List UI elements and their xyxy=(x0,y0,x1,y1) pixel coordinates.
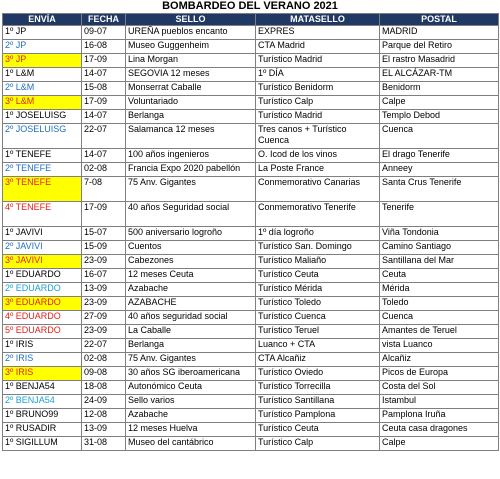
table-row xyxy=(3,367,499,381)
cell-fecha: 15-09 xyxy=(82,241,126,255)
table-row xyxy=(3,353,499,367)
cell-postal: Cuenca xyxy=(380,124,499,149)
cell-sello: Cuentos xyxy=(126,241,256,255)
cell-envia: 4º TENEFE xyxy=(3,202,82,227)
cell-fecha: 16-07 xyxy=(82,269,126,283)
table-row xyxy=(3,269,499,283)
cell-matasello: Turístico Pamplona xyxy=(256,409,380,423)
table-row xyxy=(3,381,499,395)
cell-postal: Amantes de Teruel xyxy=(380,325,499,339)
cell-fecha: 7-08 xyxy=(82,177,126,202)
cell-postal: MADRID xyxy=(380,26,499,40)
cell-sello: Cabezones xyxy=(126,255,256,269)
cell-postal: vista Luanco xyxy=(380,339,499,353)
cell-matasello: 1º DÍA xyxy=(256,68,380,82)
cell-matasello: Turístico Santillana xyxy=(256,395,380,409)
cell-matasello: 1º día logroño xyxy=(256,227,380,241)
table-row xyxy=(3,297,499,311)
cell-postal: Calpe xyxy=(380,96,499,110)
cell-postal: Tenerife xyxy=(380,202,499,227)
cell-matasello: Conmemorativo Tenerife xyxy=(256,202,380,227)
table-row xyxy=(3,149,499,163)
cell-sello: Monserrat Caballe xyxy=(126,82,256,96)
cell-sello: 30 años SG iberoamericana xyxy=(126,367,256,381)
data-table xyxy=(2,13,499,451)
cell-sello: Autonómico Ceuta xyxy=(126,381,256,395)
cell-fecha: 02-08 xyxy=(82,353,126,367)
table-row xyxy=(3,227,499,241)
cell-sello: Museo del cantábrico xyxy=(126,437,256,451)
table-row xyxy=(3,163,499,177)
cell-matasello: Turístico San. Domingo xyxy=(256,241,380,255)
cell-fecha: 27-09 xyxy=(82,311,126,325)
cell-sello: Salamanca 12 meses xyxy=(126,124,256,149)
cell-envia: 1º BRUNO99 xyxy=(3,409,82,423)
cell-matasello: La Poste France xyxy=(256,163,380,177)
cell-matasello: Luanco + CTA xyxy=(256,339,380,353)
table-row xyxy=(3,255,499,269)
cell-postal: Toledo xyxy=(380,297,499,311)
table-row xyxy=(3,339,499,353)
cell-envia: 1º SIGILLUM xyxy=(3,437,82,451)
cell-fecha: 22-07 xyxy=(82,124,126,149)
cell-postal: Costa del Sol xyxy=(380,381,499,395)
cell-envia: 2º BENJA54 xyxy=(3,395,82,409)
cell-sello: La Caballe xyxy=(126,325,256,339)
cell-fecha: 15-08 xyxy=(82,82,126,96)
cell-postal: Mérida xyxy=(380,283,499,297)
cell-sello: AZABACHE xyxy=(126,297,256,311)
table-row xyxy=(3,68,499,82)
cell-envia: 2º EDUARDO xyxy=(3,283,82,297)
cell-fecha: 15-07 xyxy=(82,227,126,241)
cell-fecha: 23-09 xyxy=(82,255,126,269)
cell-sello: 100 años ingenieros xyxy=(126,149,256,163)
cell-matasello: Turístico Torrecilla xyxy=(256,381,380,395)
cell-fecha: 31-08 xyxy=(82,437,126,451)
cell-envia: 1º RUSADIR xyxy=(3,423,82,437)
cell-fecha: 17-09 xyxy=(82,202,126,227)
cell-sello: 500 aniversario logroño xyxy=(126,227,256,241)
cell-envia: 1º TENEFE xyxy=(3,149,82,163)
cell-postal: Ceuta xyxy=(380,269,499,283)
cell-matasello: Turístico Oviedo xyxy=(256,367,380,381)
cell-envia: 2º JOSELUISG xyxy=(3,124,82,149)
table-row xyxy=(3,124,499,149)
table-row xyxy=(3,26,499,40)
cell-postal: Istambul xyxy=(380,395,499,409)
cell-postal: Santillana del Mar xyxy=(380,255,499,269)
cell-postal: Picos de Europa xyxy=(380,367,499,381)
cell-matasello: Turístico Maliaño xyxy=(256,255,380,269)
cell-envia: 2º IRIS xyxy=(3,353,82,367)
col-header-matasello: MATASELLO xyxy=(256,14,380,26)
cell-envia: 1º L&M xyxy=(3,68,82,82)
cell-sello: Azabache xyxy=(126,283,256,297)
cell-sello: Azabache xyxy=(126,409,256,423)
cell-matasello: Turístico Calp xyxy=(256,96,380,110)
table-row xyxy=(3,283,499,297)
cell-envia: 3º JAVIVI xyxy=(3,255,82,269)
cell-sello: Museo Guggenheim xyxy=(126,40,256,54)
table-row xyxy=(3,423,499,437)
cell-sello: Voluntariado xyxy=(126,96,256,110)
cell-sello: 75 Anv. Gigantes xyxy=(126,353,256,367)
cell-fecha: 14-07 xyxy=(82,110,126,124)
cell-matasello: Conmemorativo Canarias xyxy=(256,177,380,202)
cell-sello: Francia Expo 2020 pabellón xyxy=(126,163,256,177)
sheet-title: BOMBARDEO DEL VERANO 2021 xyxy=(162,0,338,12)
cell-postal: Cuenca xyxy=(380,311,499,325)
col-header-sello: SELLO xyxy=(126,14,256,26)
cell-envia: 1º BENJA54 xyxy=(3,381,82,395)
table-row xyxy=(3,54,499,68)
cell-sello: 40 años Seguridad social xyxy=(126,202,256,227)
cell-fecha: 17-09 xyxy=(82,54,126,68)
cell-matasello: Turístico Madrid xyxy=(256,54,380,68)
col-header-postal: POSTAL xyxy=(380,14,499,26)
header-row xyxy=(3,14,499,26)
cell-postal: Anneey xyxy=(380,163,499,177)
cell-matasello: Turístico Toledo xyxy=(256,297,380,311)
cell-postal: El rastro Masadrid xyxy=(380,54,499,68)
table-row xyxy=(3,40,499,54)
cell-envia: 5º EDUARDO xyxy=(3,325,82,339)
cell-matasello: Turístico Ceuta xyxy=(256,423,380,437)
cell-matasello: Tres canos + Turístico Cuenca xyxy=(256,124,380,149)
cell-fecha: 23-09 xyxy=(82,297,126,311)
cell-fecha: 09-07 xyxy=(82,26,126,40)
cell-fecha: 13-09 xyxy=(82,423,126,437)
cell-envia: 4º EDUARDO xyxy=(3,311,82,325)
cell-matasello: Turístico Cuenca xyxy=(256,311,380,325)
cell-sello: Berlanga xyxy=(126,339,256,353)
table-row xyxy=(3,311,499,325)
cell-sello: SEGOVIA 12 meses xyxy=(126,68,256,82)
cell-postal: Alcañiz xyxy=(380,353,499,367)
cell-envia: 3º TENEFE xyxy=(3,177,82,202)
cell-envia: 3º L&M xyxy=(3,96,82,110)
cell-fecha: 14-07 xyxy=(82,149,126,163)
cell-postal: El drago Tenerife xyxy=(380,149,499,163)
cell-envia: 2º TENEFE xyxy=(3,163,82,177)
table-row xyxy=(3,241,499,255)
cell-postal: Calpe xyxy=(380,437,499,451)
table-row xyxy=(3,82,499,96)
cell-fecha: 14-07 xyxy=(82,68,126,82)
cell-fecha: 24-09 xyxy=(82,395,126,409)
cell-fecha: 17-09 xyxy=(82,96,126,110)
cell-matasello: EXPRES xyxy=(256,26,380,40)
table-row xyxy=(3,395,499,409)
col-header-envia: ENVÍA xyxy=(3,14,82,26)
cell-postal: Benidorm xyxy=(380,82,499,96)
cell-postal: Santa Crus Tenerife xyxy=(380,177,499,202)
cell-sello: 12 meses Ceuta xyxy=(126,269,256,283)
cell-matasello: Turístico Benidorm xyxy=(256,82,380,96)
cell-postal: Templo Debod xyxy=(380,110,499,124)
cell-sello: Lina Morgan xyxy=(126,54,256,68)
cell-envia: 1º IRIS xyxy=(3,339,82,353)
cell-postal: Pamplona Iruña xyxy=(380,409,499,423)
cell-sello: 40 años seguridad social xyxy=(126,311,256,325)
cell-sello: Berlanga xyxy=(126,110,256,124)
cell-envia: 3º JP xyxy=(3,54,82,68)
cell-matasello: CTA Alcañiz xyxy=(256,353,380,367)
cell-postal: Parque del Retiro xyxy=(380,40,499,54)
cell-postal: Viña Tondonia xyxy=(380,227,499,241)
table-row xyxy=(3,177,499,202)
cell-matasello: CTA Madrid xyxy=(256,40,380,54)
cell-envia: 2º JP xyxy=(3,40,82,54)
table-row xyxy=(3,110,499,124)
cell-fecha: 12-08 xyxy=(82,409,126,423)
cell-fecha: 18-08 xyxy=(82,381,126,395)
cell-matasello: Turístico Calp xyxy=(256,437,380,451)
cell-fecha: 22-07 xyxy=(82,339,126,353)
cell-sello: 75 Anv. Gigantes xyxy=(126,177,256,202)
cell-matasello: Turístico Mérida xyxy=(256,283,380,297)
cell-envia: 1º JAVIVI xyxy=(3,227,82,241)
cell-postal: Ceuta casa dragones xyxy=(380,423,499,437)
col-header-fecha: FECHA xyxy=(82,14,126,26)
cell-envia: 2º JAVIVI xyxy=(3,241,82,255)
cell-postal: Camino Santiago xyxy=(380,241,499,255)
cell-envia: 3º EDUARDO xyxy=(3,297,82,311)
cell-envia: 1º JOSELUISG xyxy=(3,110,82,124)
cell-postal: EL ALCÁZAR-TM xyxy=(380,68,499,82)
cell-envia: 3º IRIS xyxy=(3,367,82,381)
cell-fecha: 02-08 xyxy=(82,163,126,177)
cell-matasello: O. Icod de los vinos xyxy=(256,149,380,163)
table-row xyxy=(3,409,499,423)
cell-matasello: Turístico Madrid xyxy=(256,110,380,124)
cell-fecha: 23-09 xyxy=(82,325,126,339)
table-row xyxy=(3,325,499,339)
cell-fecha: 16-08 xyxy=(82,40,126,54)
cell-envia: 2º L&M xyxy=(3,82,82,96)
table-row xyxy=(3,437,499,451)
cell-matasello: Turístico Teruel xyxy=(256,325,380,339)
table-row xyxy=(3,202,499,227)
cell-sello: UREÑA pueblos encanto xyxy=(126,26,256,40)
table-row xyxy=(3,96,499,110)
cell-sello: Sello varios xyxy=(126,395,256,409)
cell-matasello: Turístico Ceuta xyxy=(256,269,380,283)
cell-sello: 12 meses Huelva xyxy=(126,423,256,437)
cell-envia: 1º JP xyxy=(3,26,82,40)
cell-fecha: 09-08 xyxy=(82,367,126,381)
cell-envia: 1º EDUARDO xyxy=(3,269,82,283)
cell-fecha: 13-09 xyxy=(82,283,126,297)
